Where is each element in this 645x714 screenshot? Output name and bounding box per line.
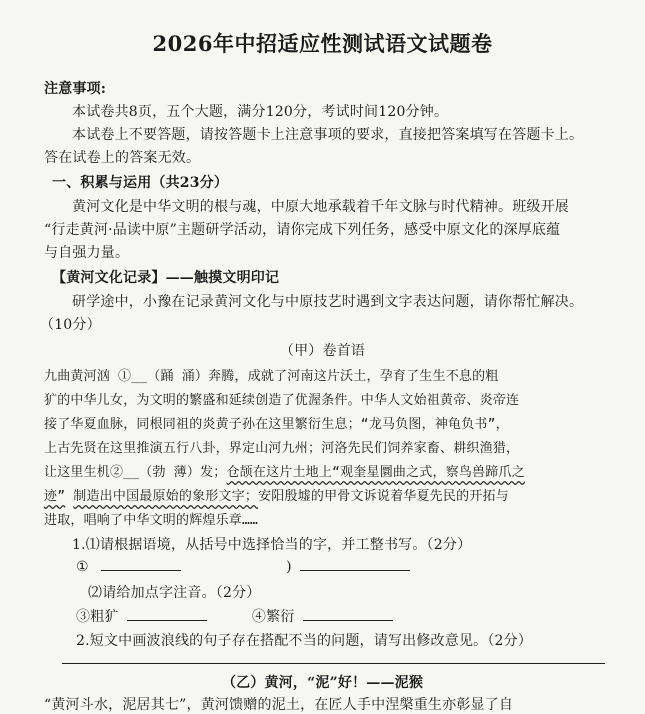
- question-1-2: ⑵请给加点字注音。（2分）: [88, 585, 261, 601]
- passage-line-7: 进取，唱响了中华文明的辉煌乐章……: [44, 513, 259, 528]
- wavy-sentence-part-1: 仓颉在这片土地上“观奎星圜曲之式，察鸟兽蹄爪之: [226, 465, 525, 480]
- pinyin-3-label: ③粗犷: [76, 609, 119, 625]
- passage-line-6: [44, 485, 509, 504]
- question-2: 2.短文中画波浪线的句子存在搭配不当的问题，请写出修改意见。（2分）: [76, 633, 533, 649]
- answer-2-label: ): [286, 559, 292, 575]
- question-1-1: 1.⑴请根据语境，从括号中选择恰当的字，并工整书写。（2分）: [72, 537, 472, 553]
- pinyin-blank-3[interactable]: [127, 608, 207, 621]
- intro-line-1: 黄河文化是中华文明的根与魂，中原大地承载着千年文脉与时代精神。班级开展: [72, 199, 569, 215]
- notice-item-2: 本试卷上不要答题，请按答题卡上注意事项的要求，直接把答案填写在答题卡上。: [72, 127, 584, 143]
- pinyin-blank-4[interactable]: [303, 608, 393, 621]
- section-1-heading: 一、积累与运用（共23分）: [52, 175, 229, 191]
- question-1-2-answer-row: [76, 606, 393, 626]
- answer-1-label: ①: [76, 559, 89, 575]
- answer-blank-2[interactable]: [300, 558, 410, 571]
- task-desc-1: 研学途中，小豫在记录黄河文化与中原技艺时遇到文字表达问题，请你帮忙解决。: [72, 294, 584, 310]
- task-heading: 【黄河文化记录】——触摸文明印记: [52, 270, 280, 286]
- passage-line-4: 上古先贤在这里推演五行八卦，界定山河九州；河洛先民们饲养家畜、耕织渔猎，: [44, 441, 520, 456]
- passage-line-5-a: 让这里生机②__（勃 薄）发；: [44, 465, 227, 480]
- passage-line-2: 犷的中华儿女，为文明的繁盛和延续创造了优渥条件。中华人文始祖黄帝、炎帝连: [44, 393, 520, 408]
- wavy-sentence-part-2: 迹”: [44, 489, 66, 504]
- passage-b-line-1: “黄河斗水，泥居其七”，黄河馈赠的泥土，在匠人手中涅槃重生亦彰显了自: [44, 697, 514, 713]
- passage-b-title: （乙）黄河，“泥”好！——泥猴: [221, 675, 424, 691]
- wavy-sentence-part-3: 制造出中国最原始的象形文字；: [73, 489, 259, 504]
- answer-blank-1[interactable]: [101, 558, 181, 571]
- notice-heading: 注意事项:: [44, 81, 107, 97]
- question-1-1-answer-row: [76, 558, 410, 575]
- exam-title: 2026年中招适应性测试语文试题卷: [152, 31, 493, 56]
- pinyin-4-label: ④繁衍: [251, 609, 295, 625]
- notice-item-1: 本试卷共8页，五个大题，满分120分，考试时间120分钟。: [72, 104, 449, 120]
- passage-a-title: （甲）卷首语: [279, 343, 366, 359]
- passage-line-1: 九曲黄河汹 ①__（踊 涌）奔腾，成就了河南这片沃土，孕育了生生不息的粗: [44, 369, 499, 384]
- intro-line-2: “行走黄河·品读中原”主题研学活动，请你完成下列任务，感受中原文化的深厚底蕴: [44, 222, 561, 238]
- passage-line-5: [44, 461, 525, 480]
- answer-line[interactable]: [62, 663, 605, 664]
- intro-line-3: 与自强力量。: [44, 245, 130, 261]
- task-desc-2: （10分）: [40, 317, 101, 333]
- passage-line-3: 接了华夏血脉，同根同祖的炎黄子孙在这里繁衍生息；“龙马负图，神龟负书”，: [44, 417, 509, 432]
- notice-item-2-cont: 答在试卷上的答案无效。: [44, 150, 201, 166]
- passage-line-6-c: 安阳殷墟的甲骨文诉说着华夏先民的开拓与: [258, 489, 509, 504]
